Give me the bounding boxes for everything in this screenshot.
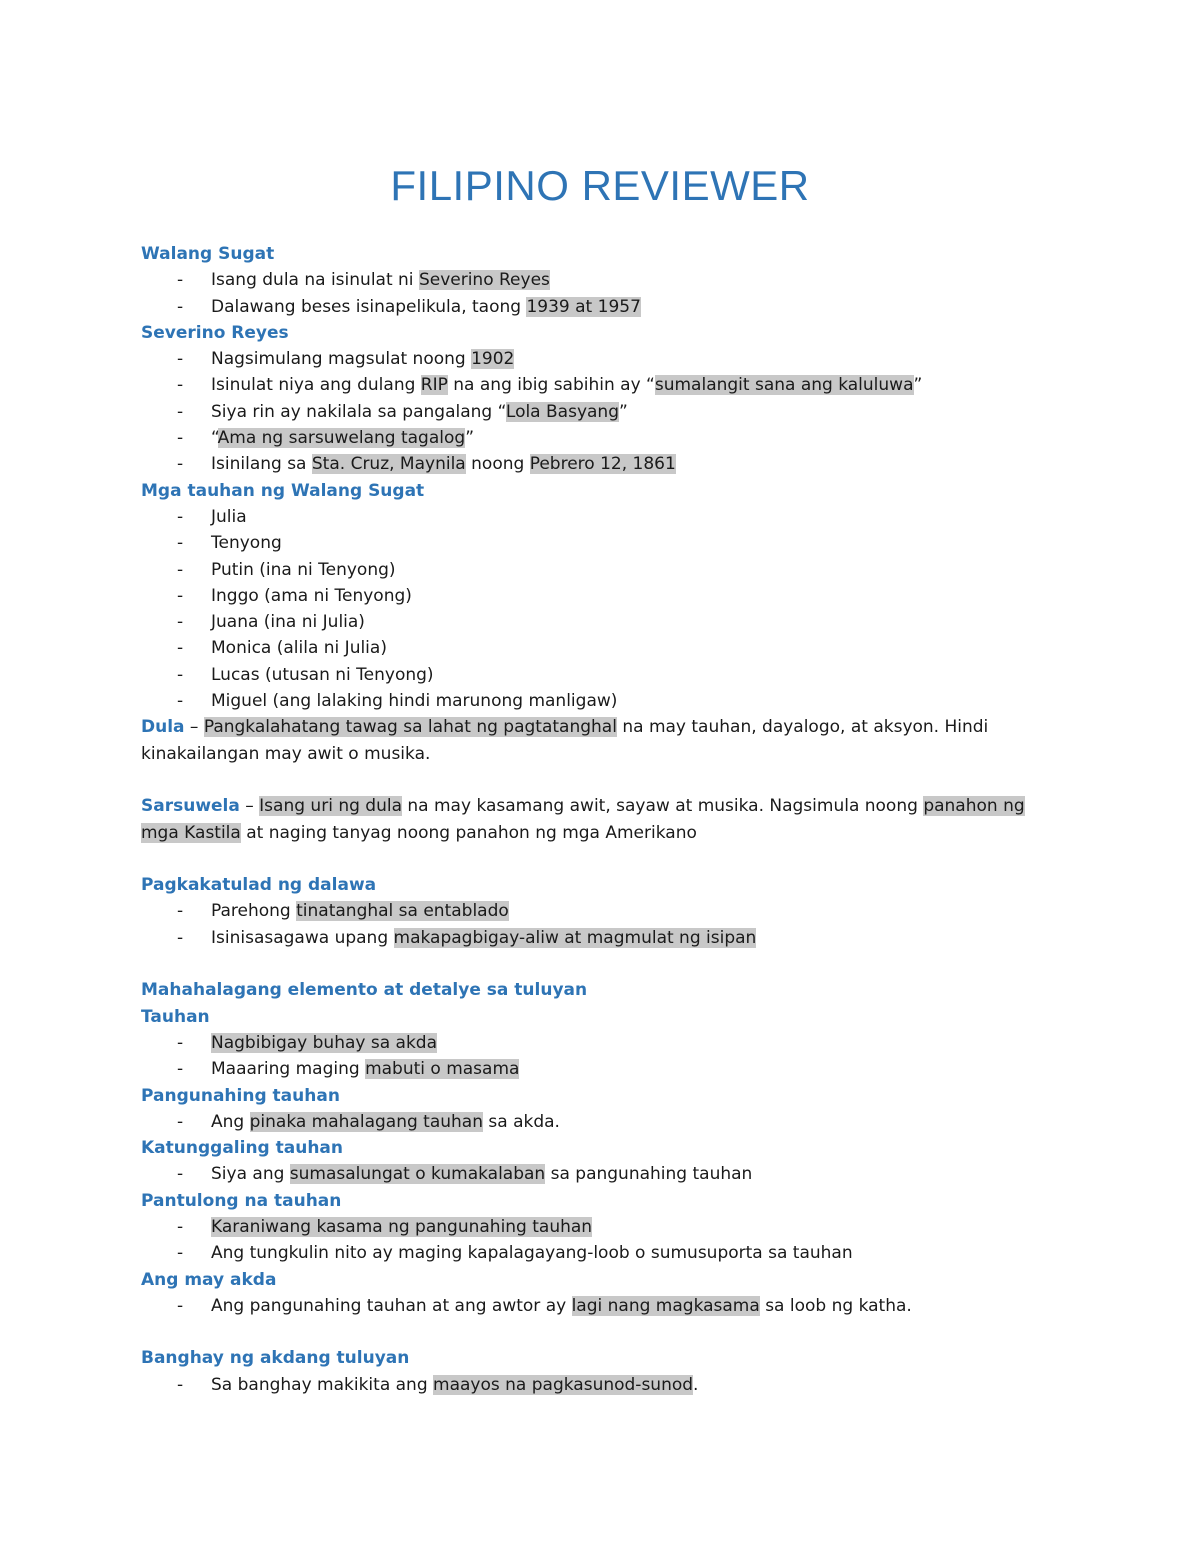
spacer bbox=[141, 767, 1041, 793]
text: sa pangunahing tauhan bbox=[545, 1164, 753, 1185]
text: na ang ibig sabihin ay “ bbox=[447, 375, 655, 396]
text: noong bbox=[465, 454, 530, 475]
list-item: - Miguel (ang lalaking hindi marunong manligaw) bbox=[141, 688, 1041, 714]
spacer bbox=[141, 846, 1041, 872]
text: Siya ang bbox=[211, 1164, 290, 1185]
text: Sa banghay makikita ang bbox=[211, 1374, 434, 1395]
highlight: 1939 at 1957 bbox=[526, 296, 641, 317]
highlight: Pebrero 12, 1861 bbox=[529, 454, 676, 475]
highlight: lagi nang magkasama bbox=[571, 1295, 760, 1316]
term-sarsuwela: Sarsuwela bbox=[141, 796, 240, 817]
text: Siya rin ay nakilala sa pangalang “ bbox=[211, 401, 506, 422]
list-item: - Lucas (utusan ni Tenyong) bbox=[141, 662, 1041, 688]
highlight: pinaka mahalagang tauhan bbox=[249, 1111, 483, 1132]
highlight: panahon ng mga Kastila bbox=[141, 796, 1025, 843]
text: Isang dula na isinulat ni bbox=[211, 270, 419, 291]
list-item: - Julia bbox=[141, 504, 1041, 530]
document-body bbox=[141, 241, 1041, 1398]
text: ” bbox=[619, 401, 628, 422]
spacer bbox=[141, 951, 1041, 977]
list-item: - Juana (ina ni Julia) bbox=[141, 609, 1041, 635]
heading-mga-tauhan: Mga tauhan ng Walang Sugat bbox=[141, 480, 425, 501]
highlight: Pangkalahatang tawag sa lahat ng pagtatanghal bbox=[203, 717, 617, 738]
highlight: mabuti o masama bbox=[365, 1059, 520, 1080]
heading-pantulong-tauhan: Pantulong na tauhan bbox=[141, 1190, 342, 1211]
text: Nagsimulang magsulat noong bbox=[211, 349, 472, 370]
highlight: Severino Reyes bbox=[418, 270, 550, 291]
highlight: Ama ng sarsuwelang tagalog bbox=[217, 428, 466, 449]
heading-elemento: Mahahalagang elemento at detalye sa tuluyan bbox=[141, 980, 588, 1001]
text: Ang tungkulin nito ay maging kapalagayang-loob o sumusuporta sa tauhan bbox=[211, 1243, 853, 1264]
paragraph-sarsuwela bbox=[141, 793, 1041, 846]
text: Ang pangunahing tauhan at ang awtor ay bbox=[211, 1295, 572, 1316]
text: – bbox=[184, 717, 204, 738]
text: sa loob ng katha. bbox=[759, 1295, 912, 1316]
paragraph-dula bbox=[141, 714, 1041, 767]
text: at naging tanyag noong panahon ng mga Amerikano bbox=[240, 822, 697, 843]
list-item bbox=[141, 451, 1041, 477]
text: sa akda. bbox=[483, 1111, 560, 1132]
text: ” bbox=[913, 375, 923, 396]
heading-katunggaling-tauhan: Katunggaling tauhan bbox=[141, 1138, 344, 1159]
list-item bbox=[141, 294, 1041, 320]
highlight: Isang uri ng dula bbox=[259, 796, 402, 817]
highlight: 1902 bbox=[471, 349, 515, 370]
text: Isinisasagawa upang bbox=[211, 927, 394, 948]
heading-pagkakatulad: Pagkakatulad ng dalawa bbox=[141, 875, 377, 896]
text: Isinilang sa bbox=[211, 454, 312, 475]
heading-walang-sugat: Walang Sugat bbox=[141, 244, 275, 264]
text: Dalawang beses isinapelikula, taong bbox=[211, 296, 527, 317]
list-item bbox=[141, 1109, 1041, 1135]
highlight: makapagbigay-aliw at magmulat ng isipan bbox=[393, 927, 757, 948]
list-item: - Putin (ina ni Tenyong) bbox=[141, 557, 1041, 583]
list-item bbox=[141, 1293, 1041, 1319]
list-item bbox=[141, 1030, 1041, 1056]
list-item bbox=[141, 425, 1041, 451]
text: “ bbox=[211, 428, 218, 449]
highlight: tinatanghal sa entablado bbox=[296, 901, 509, 922]
spacer bbox=[141, 1319, 1041, 1345]
term-dula: Dula bbox=[141, 717, 185, 738]
page-title: FILIPINO REVIEWER bbox=[390, 162, 810, 209]
list-item bbox=[141, 1056, 1041, 1082]
highlight: Karaniwang kasama ng pangunahing tauhan bbox=[211, 1216, 593, 1237]
text: Isinulat niya ang dulang bbox=[211, 375, 421, 396]
text: na may tauhan, dayalogo, at aksyon. Hindi kinakailangan may awit o musika. bbox=[141, 717, 989, 764]
list-item bbox=[141, 267, 1041, 293]
highlight: RIP bbox=[420, 375, 448, 396]
list-item bbox=[141, 1161, 1041, 1187]
list-item bbox=[141, 898, 1041, 924]
list-item bbox=[141, 925, 1041, 951]
highlight: Lola Basyang bbox=[505, 401, 619, 422]
highlight: Sta. Cruz, Maynila bbox=[311, 454, 466, 475]
heading-severino-reyes: Severino Reyes bbox=[141, 322, 289, 343]
list-item bbox=[141, 346, 1041, 372]
text: . bbox=[693, 1374, 699, 1395]
list-item bbox=[141, 1240, 1041, 1266]
highlight: sumasalungat o kumakalaban bbox=[289, 1164, 546, 1185]
text: na may kasamang awit, sayaw at musika. Nagsimula noong bbox=[402, 796, 924, 817]
text: – bbox=[239, 796, 260, 817]
list-item bbox=[141, 1372, 1041, 1398]
text: Parehong bbox=[211, 901, 297, 922]
list-item: - Tenyong bbox=[141, 530, 1041, 556]
highlight: sumalangit sana ang kaluluwa bbox=[654, 375, 914, 396]
heading-tauhan: Tauhan bbox=[141, 1006, 210, 1027]
highlight: Nagbibigay buhay sa akda bbox=[211, 1032, 437, 1053]
heading-pangunahing-tauhan: Pangunahing tauhan bbox=[141, 1085, 340, 1106]
list-item bbox=[141, 1214, 1041, 1240]
highlight: maayos na pagkasunod-sunod bbox=[433, 1374, 694, 1395]
heading-may-akda: Ang may akda bbox=[141, 1269, 277, 1290]
list-item: - Monica (alila ni Julia) bbox=[141, 635, 1041, 661]
text: Ang bbox=[211, 1111, 250, 1132]
list-item bbox=[141, 372, 1041, 398]
list-item: - Inggo (ama ni Tenyong) bbox=[141, 583, 1041, 609]
list-item bbox=[141, 399, 1041, 425]
text: Maaaring maging bbox=[211, 1059, 366, 1080]
heading-banghay: Banghay ng akdang tuluyan bbox=[141, 1348, 410, 1369]
text: ” bbox=[465, 428, 474, 449]
